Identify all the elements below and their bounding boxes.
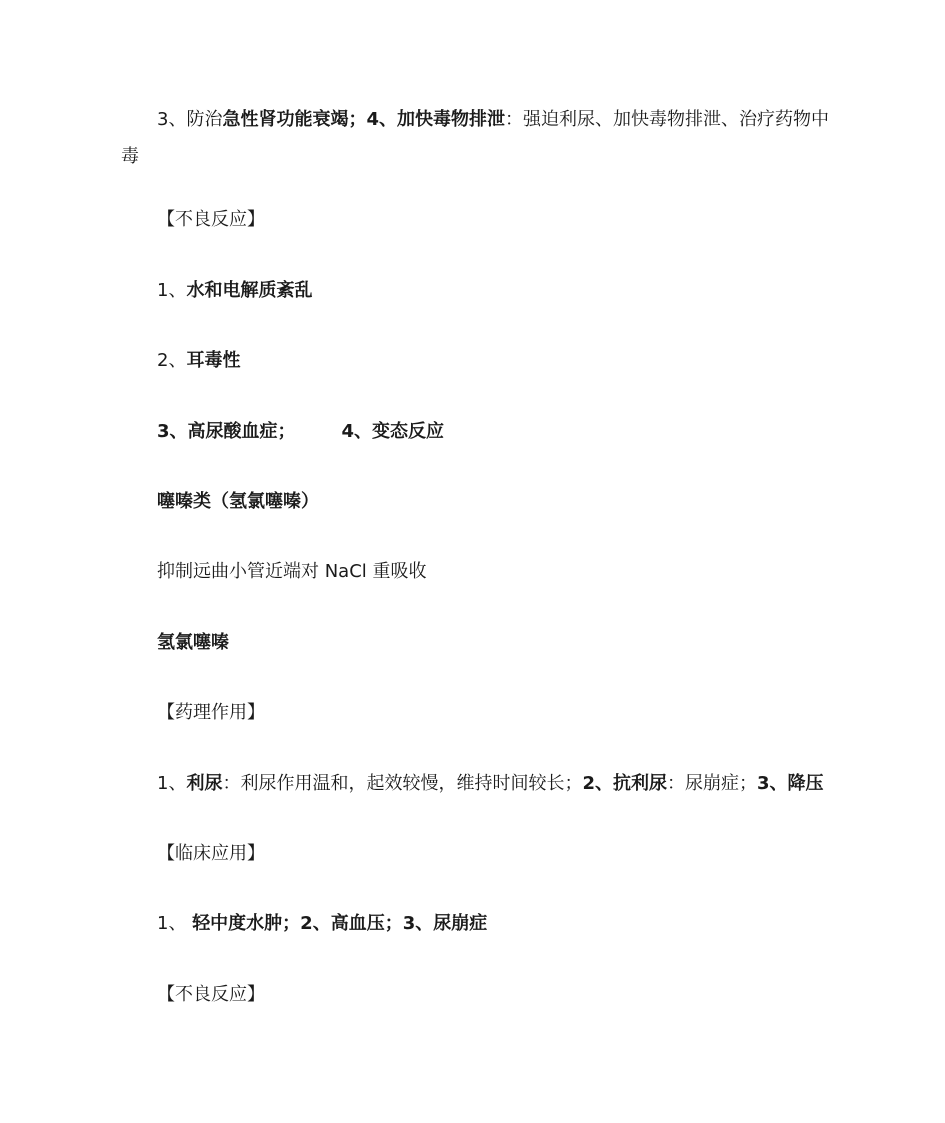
bold-text-toxin-excretion: 4、加快毒物排泄 <box>366 109 505 130</box>
heading-adverse-reactions: 【不良反应】 <box>157 209 265 230</box>
paragraph-number: 3、防治 <box>157 109 223 130</box>
bold-text-hypotensive: 3、降压 <box>756 773 824 794</box>
bold-text-indications: 轻中度水肿；2、高血压；3、尿崩症 <box>192 913 488 934</box>
paragraph-acute-renal-failure <box>121 101 836 175</box>
heading-pharmacological-action: 【药理作用】 <box>157 702 265 723</box>
paragraph-text: ：尿崩症； <box>666 773 757 794</box>
bold-text-diuresis: 利尿 <box>186 773 223 794</box>
list-item-electrolyte-disorder <box>157 280 312 302</box>
list-number: 1、 <box>157 773 187 794</box>
paragraph-text: ：利尿作用温和，起效较慢，维持时间较长； <box>222 773 583 794</box>
list-item-text: 耳毒性 <box>186 350 241 371</box>
list-item-hyperuricemia-allergy <box>157 421 444 443</box>
list-item-ototoxicity <box>157 350 240 372</box>
list-item-text-hyperuricemia: 3、高尿酸血症； <box>157 421 296 442</box>
paragraph-mechanism: 抑制远曲小管近端对 NaCl 重吸收 <box>157 561 427 582</box>
paragraph-text: ：强迫利尿、加快毒物排泄、治疗药物中毒 <box>121 109 829 167</box>
paragraph-clinical-uses <box>157 913 487 935</box>
heading-adverse-reactions-2: 【不良反应】 <box>157 984 265 1005</box>
subsection-title-hydrochlorothiazide: 氢氯噻嗪 <box>157 632 229 653</box>
list-number: 2、 <box>157 350 187 371</box>
section-title-thiazides: 噻嗪类（氢氯噻嗪） <box>157 491 319 512</box>
heading-clinical-application: 【临床应用】 <box>157 843 265 864</box>
list-number: 1、 <box>157 913 187 934</box>
list-item-text: 水和电解质紊乱 <box>186 280 313 301</box>
bold-text-antidiuresis: 2、抗利尿 <box>582 773 667 794</box>
bold-text-acute-renal-failure: 急性肾功能衰竭； <box>222 109 367 130</box>
paragraph-pharmacology <box>157 773 824 795</box>
list-number: 1、 <box>157 280 187 301</box>
list-item-text-allergy: 4、变态反应 <box>341 421 445 442</box>
